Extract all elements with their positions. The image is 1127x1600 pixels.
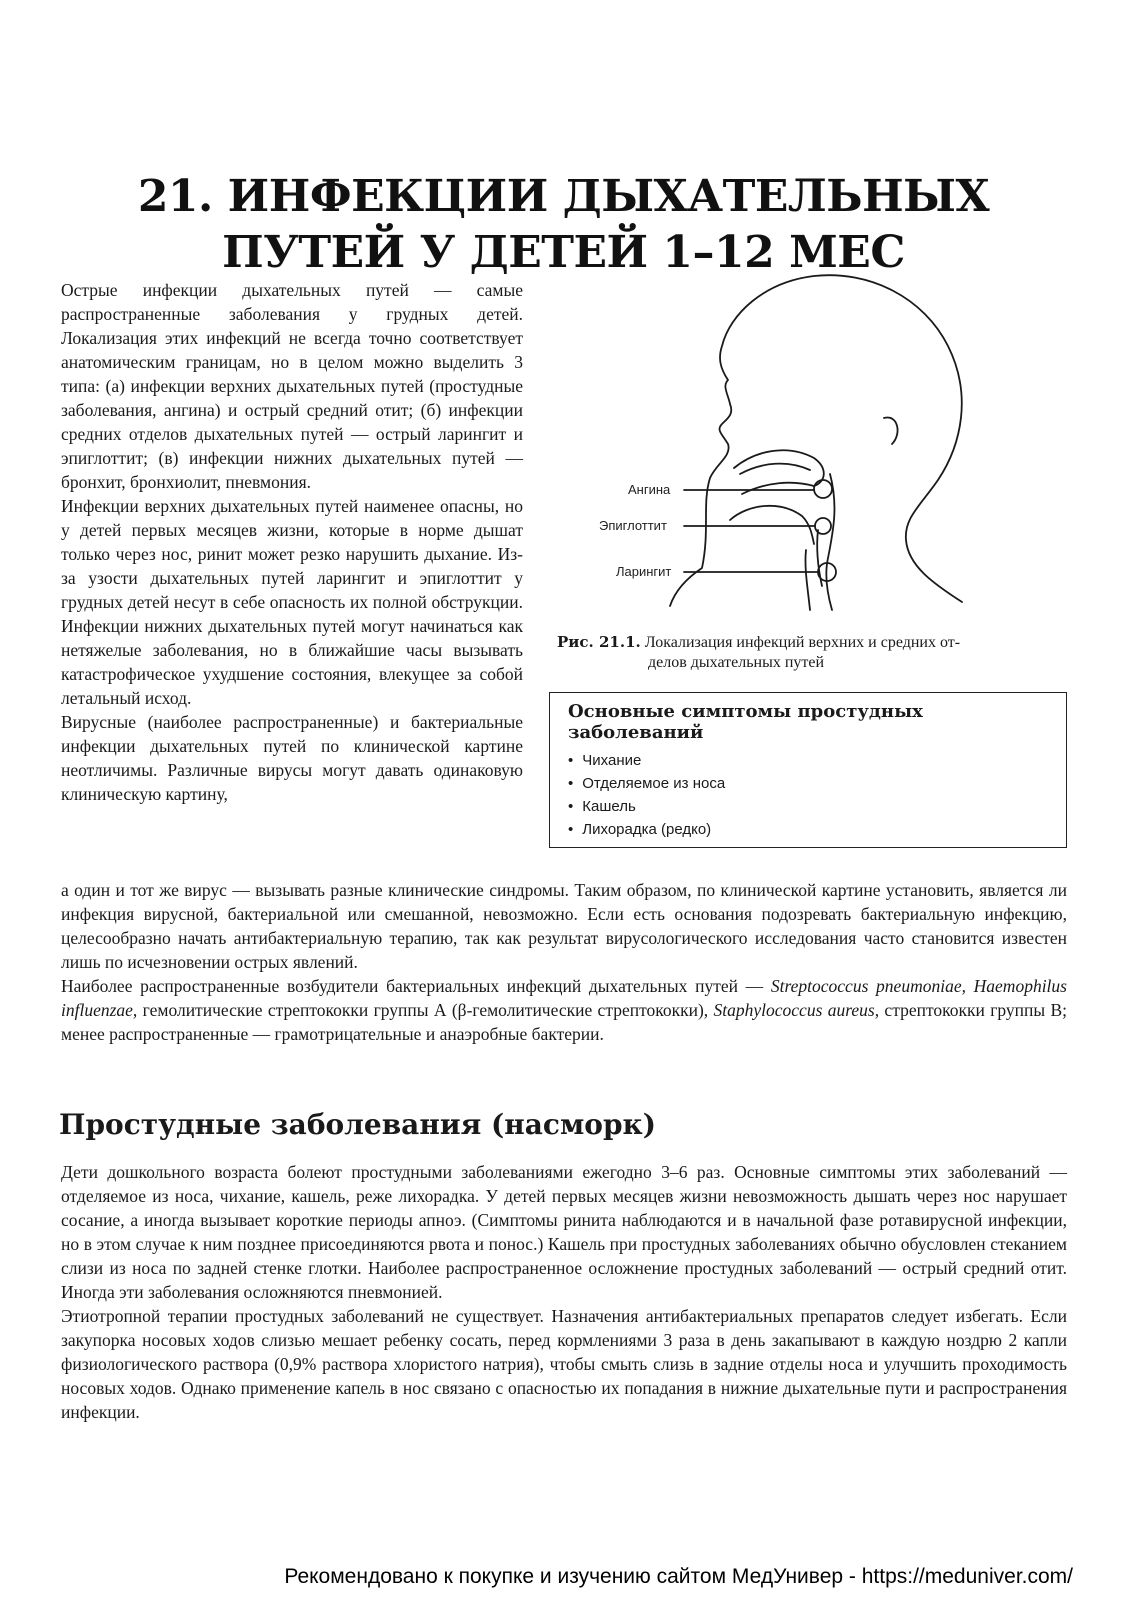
section-paragraph-2: Этиотропной терапии простудных заболеваний не существует. Назначения антибактериальных препаратов следует избегать. Если закупорка носовых ходов слизью мешает ребенку сосать, перед кормлениями 3 раза в день закапывают в каждую ноздрю 2 капли физиологического раствора (0,9% раствора хлористого натрия), чтобы смыть слизь в задние отделы носа и улучшить проходимость носовых ходов. Однако применение капель в нос связано с опасностью их попадания в нижние дыхательные пути и распространения инфекции. bbox=[61, 1306, 1067, 1422]
section-heading: Простудные заболевания (насморк) bbox=[59, 1108, 656, 1141]
symptom-item: • Чихание bbox=[568, 749, 1048, 772]
pathogens-end: стрептококки группы В; менее распространенные — грамотрицательные и анаэробные бактерии. bbox=[61, 1000, 1068, 1044]
symptom-item: • Лихорадка (редко) bbox=[568, 818, 1048, 841]
pathogens-italic-2: Staphylococcus aureus, bbox=[713, 1000, 880, 1020]
symptom-item: • Отделяемое из носа bbox=[568, 772, 1048, 795]
pathogens-intro: Наиболее распространенные возбудители бактериальных инфекций дыхательных путей — bbox=[61, 976, 771, 996]
section-paragraph-1: Дети дошкольного возраста болеют простудными заболеваниями ежегодно 3–6 раз. Основные симптомы этих заболеваний — отделяемое из носа, чихание, кашель, реже лихорадка. У детей первых месяцев жизни невозможность дышать через нос нарушает сосание, а иногда вызывает короткие периоды апноэ. (Симптомы ринита наблюдаются и в начальной фазе ротавирусной инфекции, но в этом случае к ним позднее присоединяются рвота и понос.) Кашель при простудных заболеваниях обычно обусловлен стеканием слизи из носа по задней стенке глотки. Наиболее распространенное осложнение простудных заболеваний — острый средний отит. Иногда эти заболевания осложняются пневмонией. bbox=[61, 1162, 1067, 1302]
pathogens-italic-1: Streptococcus pneumoniae, Haemophilus influenzae, bbox=[61, 976, 1067, 1020]
intro-paragraph-1: Острые инфекции дыхательных путей — самые распространенные заболевания у грудных детей. Локализация этих инфекций не всегда точно соответствует анатомическим границам, но в целом можно выделить 3 типа: (а) инфекции верхних дыхательных путей (простудные заболевания, ангина) и острый средний отит; (б) инфекции средних отделов дыхательных путей — острый ларингит и эпиглоттит; (в) инфекции нижних дыхательных путей — бронхит, бронхиолит, пневмония. bbox=[61, 280, 523, 492]
label-angina: Ангина bbox=[628, 482, 671, 497]
pathogens-middle: гемолитические стрептококки группы А (β-гемолитические стрептококки), bbox=[137, 1000, 714, 1020]
continuation-paragraph-2 bbox=[61, 974, 1067, 1046]
symptoms-list bbox=[568, 749, 1048, 841]
head-anatomy-figure bbox=[552, 268, 1072, 628]
figure-caption-line-2: делов дыхательных путей bbox=[648, 654, 825, 671]
symptoms-box-title: Основные симптомы простудных заболеваний bbox=[568, 701, 923, 743]
title-line-2: ПУТЕЙ У ДЕТЕЙ 1–12 МЕС bbox=[222, 227, 905, 279]
intro-column bbox=[61, 278, 523, 806]
figure-caption bbox=[557, 632, 1067, 673]
label-epiglottitis: Эпиглоттит bbox=[599, 518, 667, 533]
figure-caption-line-1: Локализация инфекций верхних и средних от- bbox=[644, 634, 961, 651]
symptom-item: • Кашель bbox=[568, 795, 1048, 818]
intro-paragraph-2: Инфекции верхних дыхательных путей наименее опасны, но у детей первых месяцев жизни, которые в норме дышат только через нос, ринит может резко нарушить дыхание. Из-за узости дыхательных путей ларингит и эпиглоттит у грудных детей несут в себе опасность их полной обструкции. Инфекции нижних дыхательных путей могут начинаться как нетяжелые заболевания, но в ближайшие часы вызывать катастрофическое ухудшение состояния, влекущее за собой летальный исход. bbox=[61, 496, 523, 708]
intro-paragraph-3: Вирусные (наиболее распространенные) и бактериальные инфекции дыхательных путей по клинической картине неотличимы. Различные вирусы могут давать одинаковую клиническую картину, bbox=[61, 712, 523, 804]
section-body bbox=[61, 1160, 1067, 1424]
symptoms-box bbox=[549, 692, 1067, 848]
page-title bbox=[60, 169, 1067, 281]
label-laryngitis: Ларингит bbox=[616, 564, 672, 579]
continuation-text bbox=[61, 878, 1067, 1046]
figure-caption-number: Рис. 21.1. bbox=[557, 633, 641, 651]
title-line-1: 21. ИНФЕКЦИИ ДЫХАТЕЛЬНЫХ bbox=[137, 171, 990, 223]
continuation-paragraph-1: а один и тот же вирус — вызывать разные клинические синдромы. Таким образом, по клинической картине установить, является ли инфекция вирусной, бактериальной или смешанной, невозможно. Если есть основания подозревать бактериальную инфекцию, целесообразно начать антибактериальную терапию, так как результат вирусологического исследования часто становится известен лишь по исчезновении острых явлений. bbox=[61, 880, 1067, 972]
footer-text: Рекомендовано к покупке и изучению сайтом МедУнивер - https://meduniver.com/ bbox=[284, 1565, 1073, 1588]
